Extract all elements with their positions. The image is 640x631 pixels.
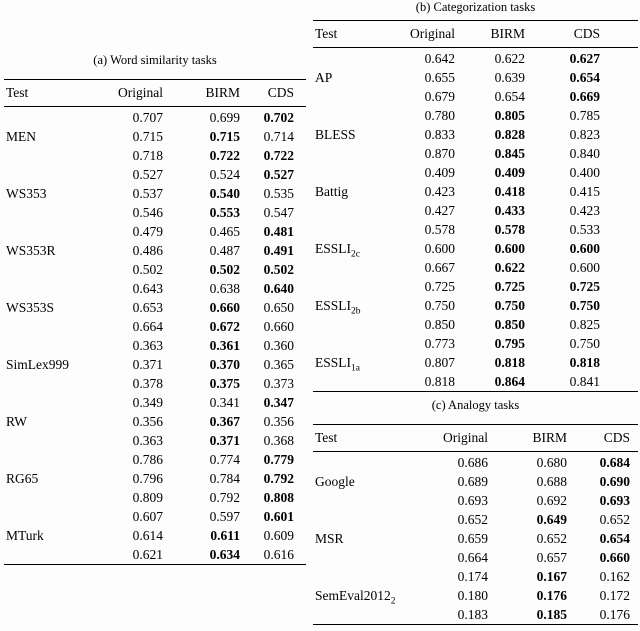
table-caption: (a) Word similarity tasks <box>93 53 217 67</box>
table-row <box>313 48 638 69</box>
score-value: 0.786 <box>132 452 163 467</box>
score-value: 0.415 <box>569 184 600 199</box>
column-header: CDS <box>573 26 600 41</box>
score-value: 0.686 <box>457 455 488 470</box>
score-value: 0.795 <box>494 336 525 351</box>
score-value: 0.672 <box>209 319 240 334</box>
table-row <box>313 163 638 182</box>
score-value: 0.479 <box>132 224 163 239</box>
table-row <box>4 450 306 469</box>
score-value: 0.347 <box>263 395 294 410</box>
test-name-subscript: 2b <box>351 306 361 317</box>
word-similarity-table-body <box>4 79 306 565</box>
results-table <box>313 20 638 392</box>
score-value: 0.547 <box>263 205 294 220</box>
score-value: 0.502 <box>263 262 294 277</box>
score-value: 0.600 <box>494 241 525 256</box>
score-value: 0.622 <box>494 260 525 275</box>
score-value: 0.363 <box>132 433 163 448</box>
score-value: 0.750 <box>569 336 600 351</box>
score-value: 0.616 <box>263 547 294 562</box>
score-value: 0.481 <box>263 224 294 239</box>
test-name: MEN <box>6 129 36 144</box>
score-value: 0.653 <box>132 300 163 315</box>
table-row <box>313 220 638 239</box>
score-value: 0.750 <box>569 298 600 313</box>
score-value: 0.427 <box>424 203 455 218</box>
results-table <box>313 424 638 625</box>
score-value: 0.818 <box>569 355 600 370</box>
score-value: 0.718 <box>132 148 163 163</box>
score-value: 0.693 <box>599 493 630 508</box>
score-value: 0.652 <box>536 531 567 546</box>
score-value: 0.699 <box>209 110 240 125</box>
score-value: 0.655 <box>424 70 455 85</box>
score-value: 0.597 <box>209 509 240 524</box>
score-value: 0.664 <box>457 550 488 565</box>
score-value: 0.864 <box>494 374 525 389</box>
score-value: 0.601 <box>263 509 294 524</box>
score-value: 0.368 <box>263 433 294 448</box>
score-value: 0.524 <box>209 167 240 182</box>
score-value: 0.722 <box>209 148 240 163</box>
header-row <box>4 80 306 107</box>
score-value: 0.609 <box>263 528 294 543</box>
score-value: 0.792 <box>209 490 240 505</box>
score-value: 0.371 <box>132 357 163 372</box>
score-value: 0.433 <box>494 203 525 218</box>
test-name: $ESSLI_{2c}$ <box>315 241 360 260</box>
score-value: 0.400 <box>569 165 600 180</box>
test-name: RG65 <box>6 471 39 486</box>
score-value: 0.841 <box>569 374 600 389</box>
score-value: 0.809 <box>132 490 163 505</box>
test-name: BLESS <box>315 127 356 142</box>
score-value: 0.679 <box>424 89 455 104</box>
score-value: 0.660 <box>263 319 294 334</box>
score-value: 0.162 <box>599 569 630 584</box>
score-value: 0.533 <box>569 222 600 237</box>
score-value: 0.779 <box>263 452 294 467</box>
score-value: 0.640 <box>263 281 294 296</box>
column-header: CDS <box>603 430 630 445</box>
score-value: 0.780 <box>424 108 455 123</box>
score-value: 0.660 <box>599 550 630 565</box>
column-header: Test <box>315 430 338 445</box>
table-row <box>313 334 638 353</box>
score-value: 0.622 <box>494 51 525 66</box>
score-value: 0.349 <box>132 395 163 410</box>
column-header: Original <box>118 85 163 100</box>
score-value: 0.176 <box>599 607 630 622</box>
score-value: 0.578 <box>424 222 455 237</box>
score-value: 0.702 <box>263 110 294 125</box>
table-row <box>4 165 306 184</box>
test-name: AP <box>315 70 333 85</box>
score-value: 0.378 <box>132 376 163 391</box>
score-value: 0.537 <box>132 186 163 201</box>
table-row <box>4 336 306 355</box>
test-name: WS353R <box>6 243 56 258</box>
score-value: 0.805 <box>494 108 525 123</box>
score-value: 0.690 <box>599 474 630 489</box>
score-value: 0.185 <box>536 607 567 622</box>
score-value: 0.785 <box>569 108 600 123</box>
score-value: 0.356 <box>132 414 163 429</box>
score-value: 0.367 <box>209 414 240 429</box>
score-value: 0.502 <box>209 262 240 277</box>
score-value: 0.486 <box>132 243 163 258</box>
score-value: 0.693 <box>457 493 488 508</box>
score-value: 0.370 <box>209 357 240 372</box>
score-value: 0.774 <box>209 452 240 467</box>
score-value: 0.167 <box>536 569 567 584</box>
score-value: 0.611 <box>210 528 240 543</box>
score-value: 0.649 <box>536 512 567 527</box>
score-value: 0.373 <box>263 376 294 391</box>
score-value: 0.850 <box>424 317 455 332</box>
score-value: 0.807 <box>424 355 455 370</box>
score-value: 0.715 <box>132 129 163 144</box>
score-value: 0.664 <box>132 319 163 334</box>
header-row <box>313 425 638 452</box>
test-name: MTurk <box>6 528 44 543</box>
score-value: 0.650 <box>263 300 294 315</box>
score-value: 0.654 <box>494 89 525 104</box>
test-name: $SemEval2012_2$ <box>315 588 396 607</box>
test-name: RW <box>6 414 28 429</box>
score-value: 0.845 <box>494 146 525 161</box>
table-row <box>313 452 638 473</box>
column-header: Original <box>443 430 488 445</box>
score-value: 0.578 <box>494 222 525 237</box>
score-value: 0.487 <box>209 243 240 258</box>
results-table <box>4 79 306 565</box>
score-value: 0.725 <box>569 279 600 294</box>
test-name: MSR <box>315 531 344 546</box>
score-value: 0.363 <box>132 338 163 353</box>
score-value: 0.773 <box>424 336 455 351</box>
score-value: 0.808 <box>263 490 294 505</box>
analogy-table <box>313 398 638 625</box>
score-value: 0.176 <box>536 588 567 603</box>
score-value: 0.840 <box>569 146 600 161</box>
header-row <box>313 21 638 48</box>
score-value: 0.642 <box>424 51 455 66</box>
test-name: WS353S <box>6 300 55 315</box>
test-name-subscript: 2c <box>351 249 360 260</box>
score-value: 0.639 <box>494 70 525 85</box>
score-value: 0.614 <box>132 528 163 543</box>
score-value: 0.669 <box>569 89 600 104</box>
score-value: 0.540 <box>209 186 240 201</box>
test-name: SimLex999 <box>6 357 69 372</box>
table-row <box>313 277 638 296</box>
score-value: 0.360 <box>263 338 294 353</box>
score-value: 0.692 <box>536 493 567 508</box>
table-caption: (c) Analogy tasks <box>431 398 520 412</box>
score-value: 0.684 <box>599 455 630 470</box>
score-value: 0.659 <box>457 531 488 546</box>
score-value: 0.825 <box>569 317 600 332</box>
score-value: 0.667 <box>424 260 455 275</box>
score-value: 0.423 <box>424 184 455 199</box>
test-name: Battig <box>315 184 348 199</box>
table-row <box>4 107 306 128</box>
score-value: 0.356 <box>263 414 294 429</box>
score-value: 0.535 <box>263 186 294 201</box>
score-value: 0.172 <box>599 588 630 603</box>
score-value: 0.527 <box>132 167 163 182</box>
table-row <box>4 507 306 526</box>
test-name-subscript: 1a <box>351 363 360 374</box>
score-value: 0.527 <box>263 167 294 182</box>
score-value: 0.823 <box>569 127 600 142</box>
test-name: WS353 <box>6 186 47 201</box>
score-value: 0.715 <box>209 129 240 144</box>
categorization-table-body <box>313 20 638 392</box>
score-value: 0.652 <box>457 512 488 527</box>
score-value: 0.600 <box>569 241 600 256</box>
score-value: 0.707 <box>132 110 163 125</box>
score-value: 0.654 <box>569 70 600 85</box>
score-value: 0.491 <box>263 243 294 258</box>
score-value: 0.833 <box>424 127 455 142</box>
column-header: BIRM <box>205 85 240 100</box>
score-value: 0.621 <box>132 547 163 562</box>
score-value: 0.652 <box>599 512 630 527</box>
score-value: 0.850 <box>494 317 525 332</box>
table-caption: (b) Categorization tasks <box>415 0 536 14</box>
score-value: 0.784 <box>209 471 240 486</box>
test-name: Google <box>315 474 355 489</box>
score-value: 0.654 <box>599 531 630 546</box>
score-value: 0.627 <box>569 51 600 66</box>
score-value: 0.792 <box>263 471 294 486</box>
score-value: 0.365 <box>263 357 294 372</box>
test-name-subscript: 2 <box>390 596 396 607</box>
score-value: 0.680 <box>536 455 567 470</box>
test-name: $ESSLI_{2b}$ <box>315 298 361 317</box>
score-value: 0.600 <box>424 241 455 256</box>
score-value: 0.553 <box>209 205 240 220</box>
score-value: 0.725 <box>424 279 455 294</box>
table-row <box>4 279 306 298</box>
column-header: BIRM <box>532 430 567 445</box>
score-value: 0.423 <box>569 203 600 218</box>
test-name: $ESSLI_{1a}$ <box>315 355 360 374</box>
score-value: 0.657 <box>536 550 567 565</box>
score-value: 0.818 <box>494 355 525 370</box>
score-value: 0.361 <box>209 338 240 353</box>
score-value: 0.870 <box>424 146 455 161</box>
score-value: 0.371 <box>209 433 240 448</box>
column-header: Original <box>410 26 455 41</box>
column-header: Test <box>6 85 29 100</box>
score-value: 0.660 <box>209 300 240 315</box>
score-value: 0.607 <box>132 509 163 524</box>
score-value: 0.638 <box>209 281 240 296</box>
score-value: 0.600 <box>569 260 600 275</box>
score-value: 0.634 <box>209 547 240 562</box>
score-value: 0.796 <box>132 471 163 486</box>
column-header: Test <box>315 26 338 41</box>
score-value: 0.375 <box>209 376 240 391</box>
analogy-table-body <box>313 424 638 625</box>
score-value: 0.828 <box>494 127 525 142</box>
score-value: 0.714 <box>263 129 294 144</box>
table-row <box>313 510 638 529</box>
score-value: 0.688 <box>536 474 567 489</box>
score-value: 0.722 <box>263 148 294 163</box>
column-header: CDS <box>267 85 294 100</box>
score-value: 0.750 <box>424 298 455 313</box>
score-value: 0.341 <box>209 395 240 410</box>
table-row <box>4 393 306 412</box>
word-similarity-table <box>4 53 306 565</box>
table-row <box>313 106 638 125</box>
table-row <box>4 222 306 241</box>
score-value: 0.750 <box>494 298 525 313</box>
score-value: 0.546 <box>132 205 163 220</box>
score-value: 0.689 <box>457 474 488 489</box>
score-value: 0.409 <box>424 165 455 180</box>
score-value: 0.502 <box>132 262 163 277</box>
score-value: 0.174 <box>457 569 488 584</box>
score-value: 0.465 <box>209 224 240 239</box>
column-header: BIRM <box>490 26 525 41</box>
score-value: 0.643 <box>132 281 163 296</box>
score-value: 0.725 <box>494 279 525 294</box>
categorization-table <box>313 0 638 392</box>
score-value: 0.409 <box>494 165 525 180</box>
score-value: 0.180 <box>457 588 488 603</box>
table-row <box>313 567 638 586</box>
score-value: 0.183 <box>457 607 488 622</box>
score-value: 0.818 <box>424 374 455 389</box>
score-value: 0.418 <box>494 184 525 199</box>
